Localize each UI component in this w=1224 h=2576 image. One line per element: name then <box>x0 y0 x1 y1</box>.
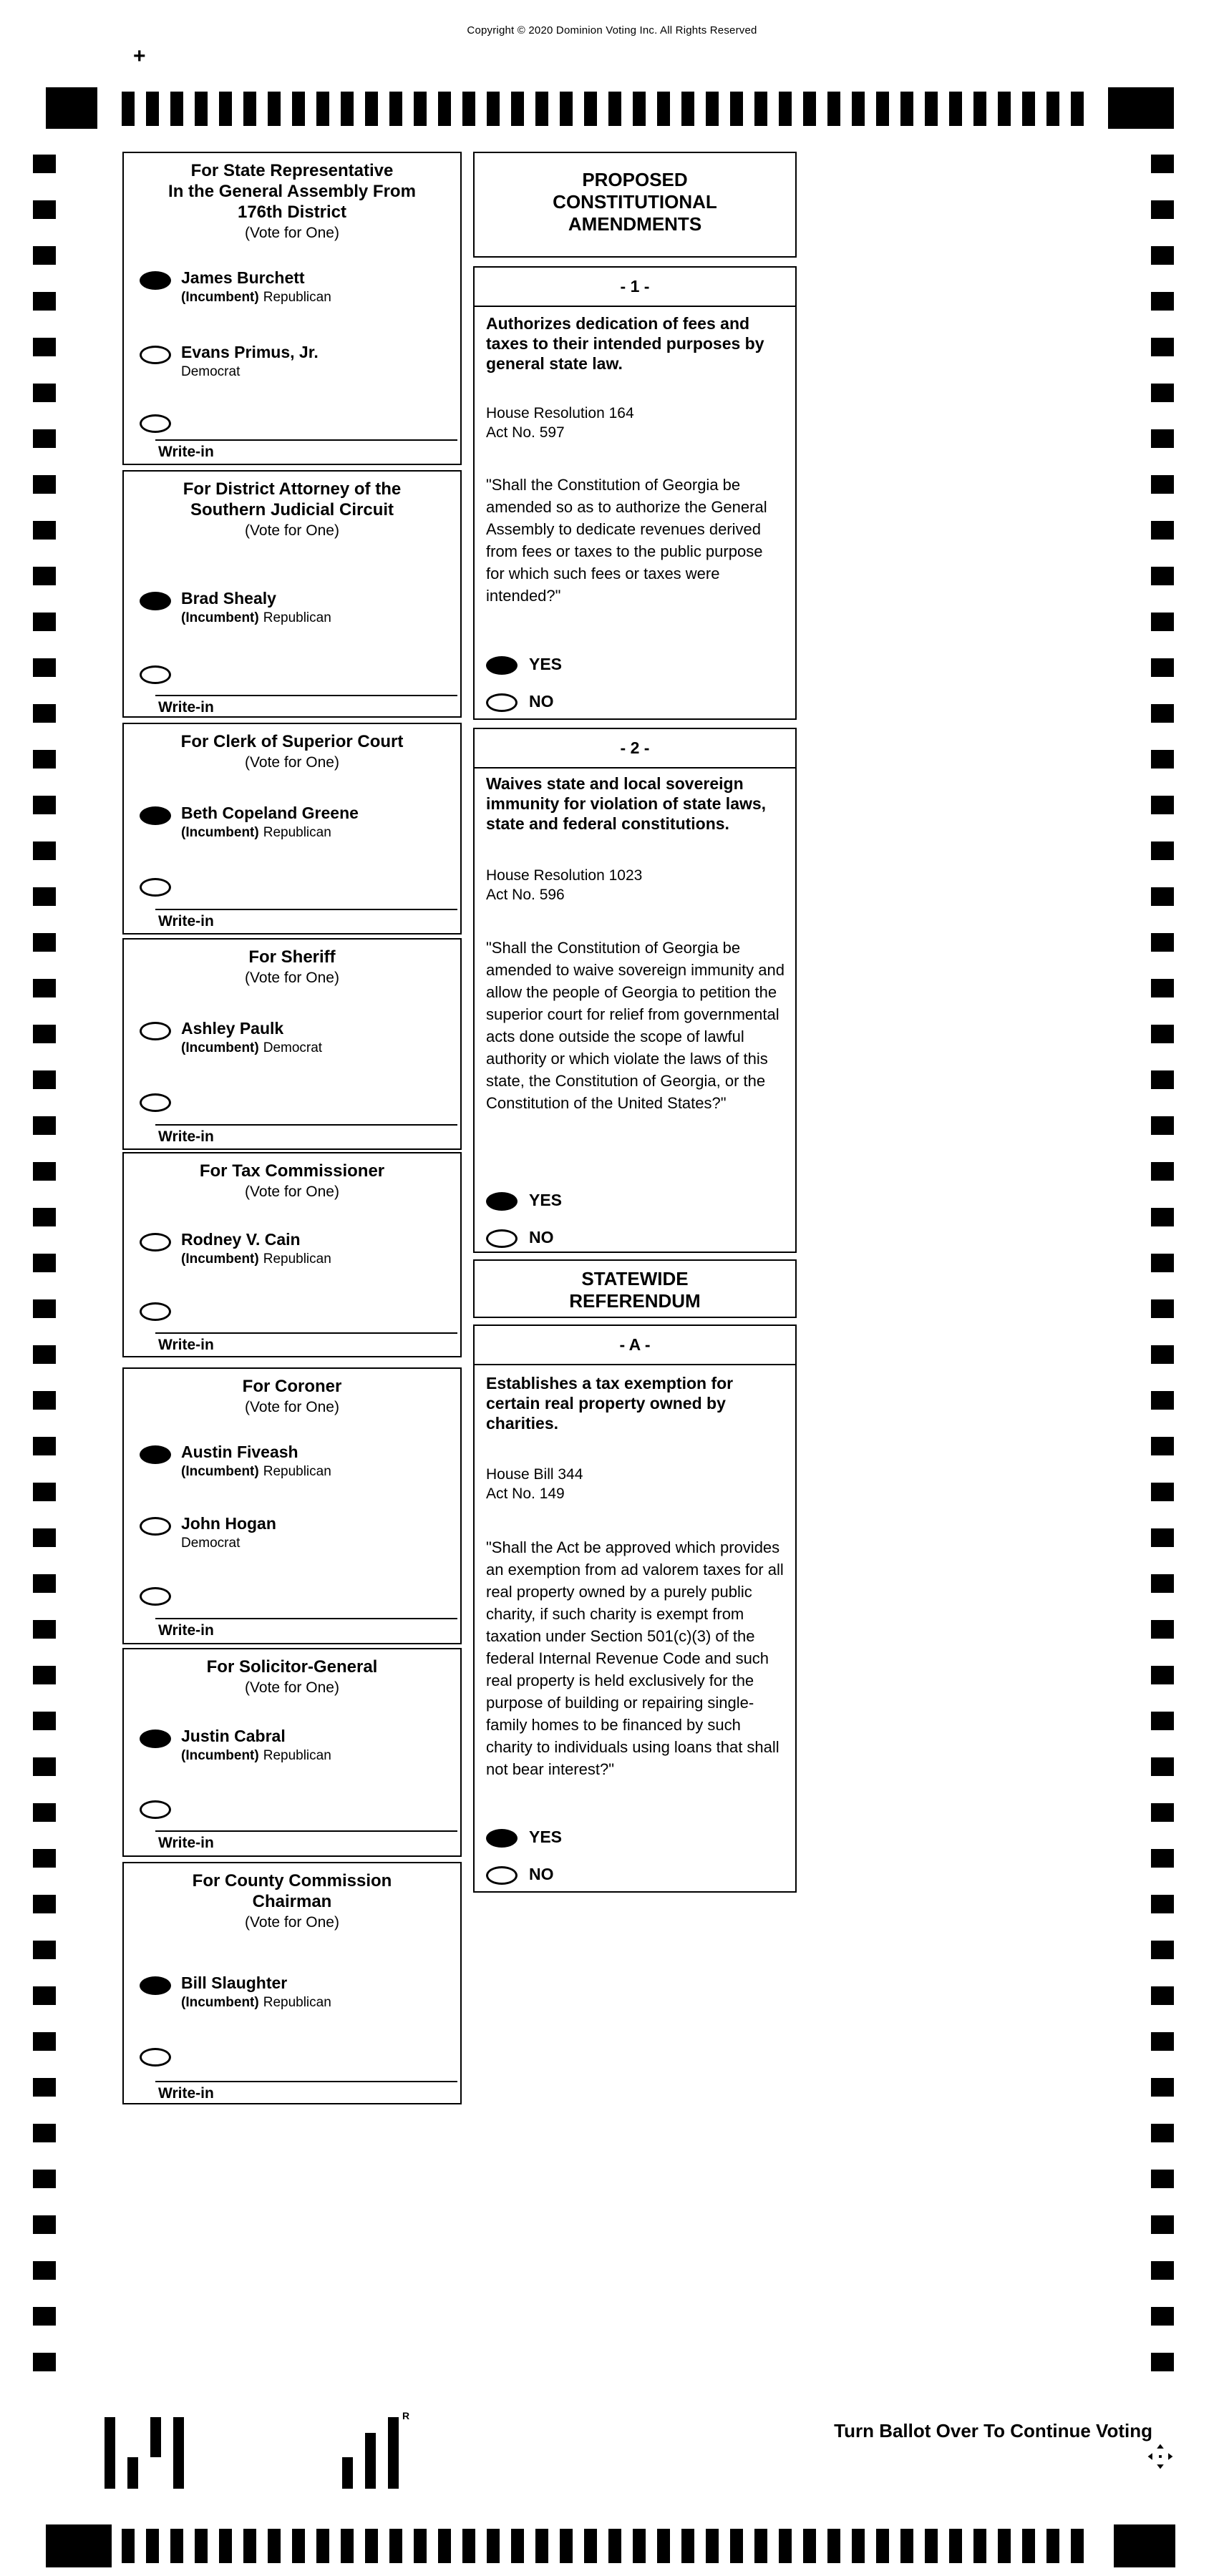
timing-column-left <box>33 155 56 2371</box>
contest-tax-commissioner <box>122 1152 462 1357</box>
candidate-name: Rodney V. Cain <box>181 1230 301 1249</box>
candidate-detail: Democrat <box>181 1536 241 1551</box>
yes-oval[interactable] <box>486 656 518 675</box>
contest-title: For County Commission Chairman <box>192 1871 392 1911</box>
candidate-name: Justin Cabral <box>181 1727 286 1745</box>
write-in-line[interactable] <box>155 2081 457 2082</box>
no-oval[interactable] <box>486 1866 518 1885</box>
write-in-label: Write-in <box>158 699 214 716</box>
write-in-oval[interactable] <box>140 2048 171 2067</box>
write-in-label: Write-in <box>158 1128 214 1145</box>
vote-instruction: (Vote for One) <box>245 1184 339 1200</box>
turn-ballot-over-text: Turn Ballot Over To Continue Voting <box>834 2420 1152 2441</box>
measure-question: "Shall the Constitution of Georgia be amended so as to authorize the General Assembly to dedicate revenues derived from fees or taxes to the public purpose for which such fees or taxes were intended?" <box>486 476 767 605</box>
write-in-label: Write-in <box>158 1835 214 1851</box>
timing-column-right <box>1151 155 1174 2371</box>
candidate-oval[interactable] <box>140 1022 171 1040</box>
ballot-id-bar <box>127 2457 138 2489</box>
candidate-row <box>124 804 460 841</box>
contest-title: For Solicitor-General <box>206 1657 378 1677</box>
candidate-detail: (Incumbent) Republican <box>181 290 331 305</box>
no-label: NO <box>529 692 554 711</box>
write-in-line[interactable] <box>155 1830 457 1832</box>
candidate-row <box>124 1231 460 1267</box>
contest-county-commission-chairman <box>122 1862 462 2104</box>
no-oval[interactable] <box>486 693 518 712</box>
yes-label: YES <box>529 1828 563 1846</box>
ballot-id-bar <box>388 2417 399 2489</box>
measure-number: - 1 - <box>475 268 795 307</box>
write-in-option-row <box>124 1300 460 1321</box>
vote-instruction: (Vote for One) <box>245 1914 339 1931</box>
contest-title: For State Representative In the General Assembly From 176th District <box>168 161 416 222</box>
yes-oval[interactable] <box>486 1192 518 1211</box>
registration-plus-mark: + <box>133 44 146 68</box>
no-option[interactable] <box>486 1227 554 1248</box>
no-oval[interactable] <box>486 1229 518 1248</box>
candidate-oval[interactable] <box>140 1445 171 1464</box>
candidate-oval[interactable] <box>140 1517 171 1536</box>
yes-option[interactable] <box>486 1827 562 1848</box>
proposed-amendments-header: PROPOSED CONSTITUTIONAL AMENDMENTS <box>473 152 797 258</box>
write-in-option-row <box>124 1091 460 1112</box>
write-in-option-row <box>124 412 460 433</box>
write-in-line[interactable] <box>155 1618 457 1619</box>
measure-references: House Resolution 1023 Act No. 596 <box>486 867 643 903</box>
candidate-detail: (Incumbent) Republican <box>181 1748 331 1763</box>
candidate-name: Ashley Paulk <box>181 1019 284 1038</box>
ballot-id-bar <box>105 2417 115 2489</box>
copyright-text: Copyright © 2020 Dominion Voting Inc. All Rights Reserved <box>467 24 757 36</box>
measure-amendment-1 <box>473 266 797 720</box>
write-in-oval[interactable] <box>140 1800 171 1819</box>
write-in-option-row <box>124 1585 460 1606</box>
candidate-detail: (Incumbent) Democrat <box>181 1040 323 1055</box>
four-arrow-registration-icon <box>1147 2443 1174 2470</box>
measure-summary: Establishes a tax exemption for certain real property owned by charities. <box>486 1374 734 1433</box>
measure-number: - 2 - <box>475 729 795 769</box>
write-in-oval[interactable] <box>140 665 171 684</box>
measure-summary: Authorizes dedication of fees and taxes to their intended purposes by general state law. <box>486 314 764 373</box>
candidate-oval[interactable] <box>140 1976 171 1995</box>
candidate-detail: (Incumbent) Republican <box>181 825 331 840</box>
candidate-row <box>124 1727 460 1764</box>
no-label: NO <box>529 1228 554 1246</box>
measure-referendum-a <box>473 1324 797 1893</box>
write-in-line[interactable] <box>155 439 457 441</box>
no-label: NO <box>529 1865 554 1883</box>
vote-instruction: (Vote for One) <box>245 522 339 539</box>
write-in-label: Write-in <box>158 1622 214 1639</box>
vote-instruction: (Vote for One) <box>245 225 339 241</box>
measure-number: - A - <box>475 1326 795 1365</box>
candidate-row <box>124 590 460 626</box>
vote-instruction: (Vote for One) <box>245 970 339 986</box>
no-option[interactable] <box>486 691 554 712</box>
candidate-name: Beth Copeland Greene <box>181 804 359 822</box>
candidate-detail: (Incumbent) Republican <box>181 1252 331 1267</box>
yes-option[interactable] <box>486 654 562 675</box>
measure-question: "Shall the Act be approved which provides an exemption from ad valorem taxes for all real property owned by a purely public charity, if such charity is exempt from taxation under Section 501(c)(3) of the federal Internal Revenue Code and such real property is held exclusively for the purpose of building or repairing single-family homes to be financed by such charity to individuals using loans that shall not bear interest?" <box>486 1538 784 1778</box>
contest-clerk-superior-court <box>122 723 462 935</box>
yes-oval[interactable] <box>486 1829 518 1848</box>
contest-coroner <box>122 1367 462 1644</box>
write-in-line[interactable] <box>155 1124 457 1126</box>
candidate-name: James Burchett <box>181 268 305 287</box>
write-in-label: Write-in <box>158 913 214 930</box>
candidate-name: Brad Shealy <box>181 589 276 608</box>
candidate-name: John Hogan <box>181 1514 276 1533</box>
candidate-row <box>124 1974 460 2011</box>
contest-title: For Sheriff <box>248 947 336 967</box>
ballot-id-bar <box>365 2433 376 2489</box>
measure-references: House Resolution 164 Act No. 597 <box>486 405 634 441</box>
contest-title: For Clerk of Superior Court <box>180 732 404 751</box>
write-in-option-row <box>124 663 460 684</box>
write-in-oval[interactable] <box>140 1302 171 1321</box>
write-in-line[interactable] <box>155 695 457 696</box>
yes-option[interactable] <box>486 1190 562 1211</box>
candidate-oval[interactable] <box>140 271 171 290</box>
write-in-oval[interactable] <box>140 878 171 897</box>
timing-block-top-right <box>1108 87 1174 129</box>
vote-instruction: (Vote for One) <box>245 1679 339 1696</box>
registration-r-mark: R <box>402 2410 410 2421</box>
timing-block-top-left <box>46 87 97 129</box>
write-in-option-row <box>124 2046 460 2067</box>
ballot-id-bar <box>173 2417 184 2489</box>
timing-block-bottom-right <box>1114 2524 1175 2567</box>
candidate-detail: (Incumbent) Republican <box>181 610 331 625</box>
yes-label: YES <box>529 655 563 673</box>
candidate-detail: (Incumbent) Republican <box>181 1464 331 1479</box>
candidate-row <box>124 343 460 380</box>
ballot-id-bar <box>150 2417 161 2457</box>
contest-state-representative <box>122 152 462 465</box>
timing-row-top <box>122 92 1084 126</box>
write-in-oval[interactable] <box>140 414 171 433</box>
write-in-option-row <box>124 1798 460 1819</box>
vote-instruction: (Vote for One) <box>245 1399 339 1415</box>
measure-amendment-2 <box>473 728 797 1253</box>
no-option[interactable] <box>486 1864 554 1885</box>
contest-title: For District Attorney of the Southern Judicial Circuit <box>183 479 402 519</box>
ballot-id-bar <box>342 2457 353 2489</box>
contest-sheriff <box>122 938 462 1150</box>
measure-references: House Bill 344 Act No. 149 <box>486 1466 583 1502</box>
candidate-row <box>124 1515 460 1551</box>
timing-block-bottom-left <box>46 2524 112 2567</box>
write-in-option-row <box>124 876 460 897</box>
measure-summary: Waives state and local sovereign immunity for violation of state laws, state and federal constitutions. <box>486 774 767 833</box>
candidate-detail: Democrat <box>181 364 241 379</box>
candidate-row <box>124 269 460 306</box>
candidate-oval[interactable] <box>140 1729 171 1748</box>
contest-title: For Coroner <box>242 1377 342 1396</box>
candidate-name: Evans Primus, Jr. <box>181 343 319 361</box>
candidate-detail: (Incumbent) Republican <box>181 1995 331 2010</box>
write-in-line[interactable] <box>155 909 457 910</box>
write-in-label: Write-in <box>158 444 214 460</box>
write-in-oval[interactable] <box>140 1093 171 1112</box>
write-in-label: Write-in <box>158 1337 214 1353</box>
contest-solicitor-general <box>122 1648 462 1857</box>
timing-row-bottom <box>122 2529 1084 2563</box>
measure-question: "Shall the Constitution of Georgia be amended to waive sovereign immunity and allow the people of Georgia to petition the superior court for relief from governmental acts done outside the scope of lawful authority or which violate the laws of this state, the Constitution of Georgia, or the Constitution of the United States?" <box>486 939 785 1112</box>
candidate-row <box>124 1020 460 1056</box>
candidate-row <box>124 1443 460 1480</box>
statewide-referendum-header: STATEWIDE REFERENDUM <box>473 1259 797 1318</box>
write-in-line[interactable] <box>155 1332 457 1334</box>
contest-district-attorney <box>122 470 462 718</box>
vote-instruction: (Vote for One) <box>245 754 339 771</box>
candidate-oval[interactable] <box>140 1233 171 1252</box>
candidate-oval[interactable] <box>140 592 171 610</box>
candidate-oval[interactable] <box>140 806 171 825</box>
write-in-oval[interactable] <box>140 1587 171 1606</box>
candidate-name: Austin Fiveash <box>181 1443 298 1461</box>
yes-label: YES <box>529 1191 563 1209</box>
candidate-oval[interactable] <box>140 346 171 364</box>
write-in-label: Write-in <box>158 2085 214 2102</box>
contest-title: For Tax Commissioner <box>199 1161 385 1181</box>
candidate-name: Bill Slaughter <box>181 1974 288 1992</box>
